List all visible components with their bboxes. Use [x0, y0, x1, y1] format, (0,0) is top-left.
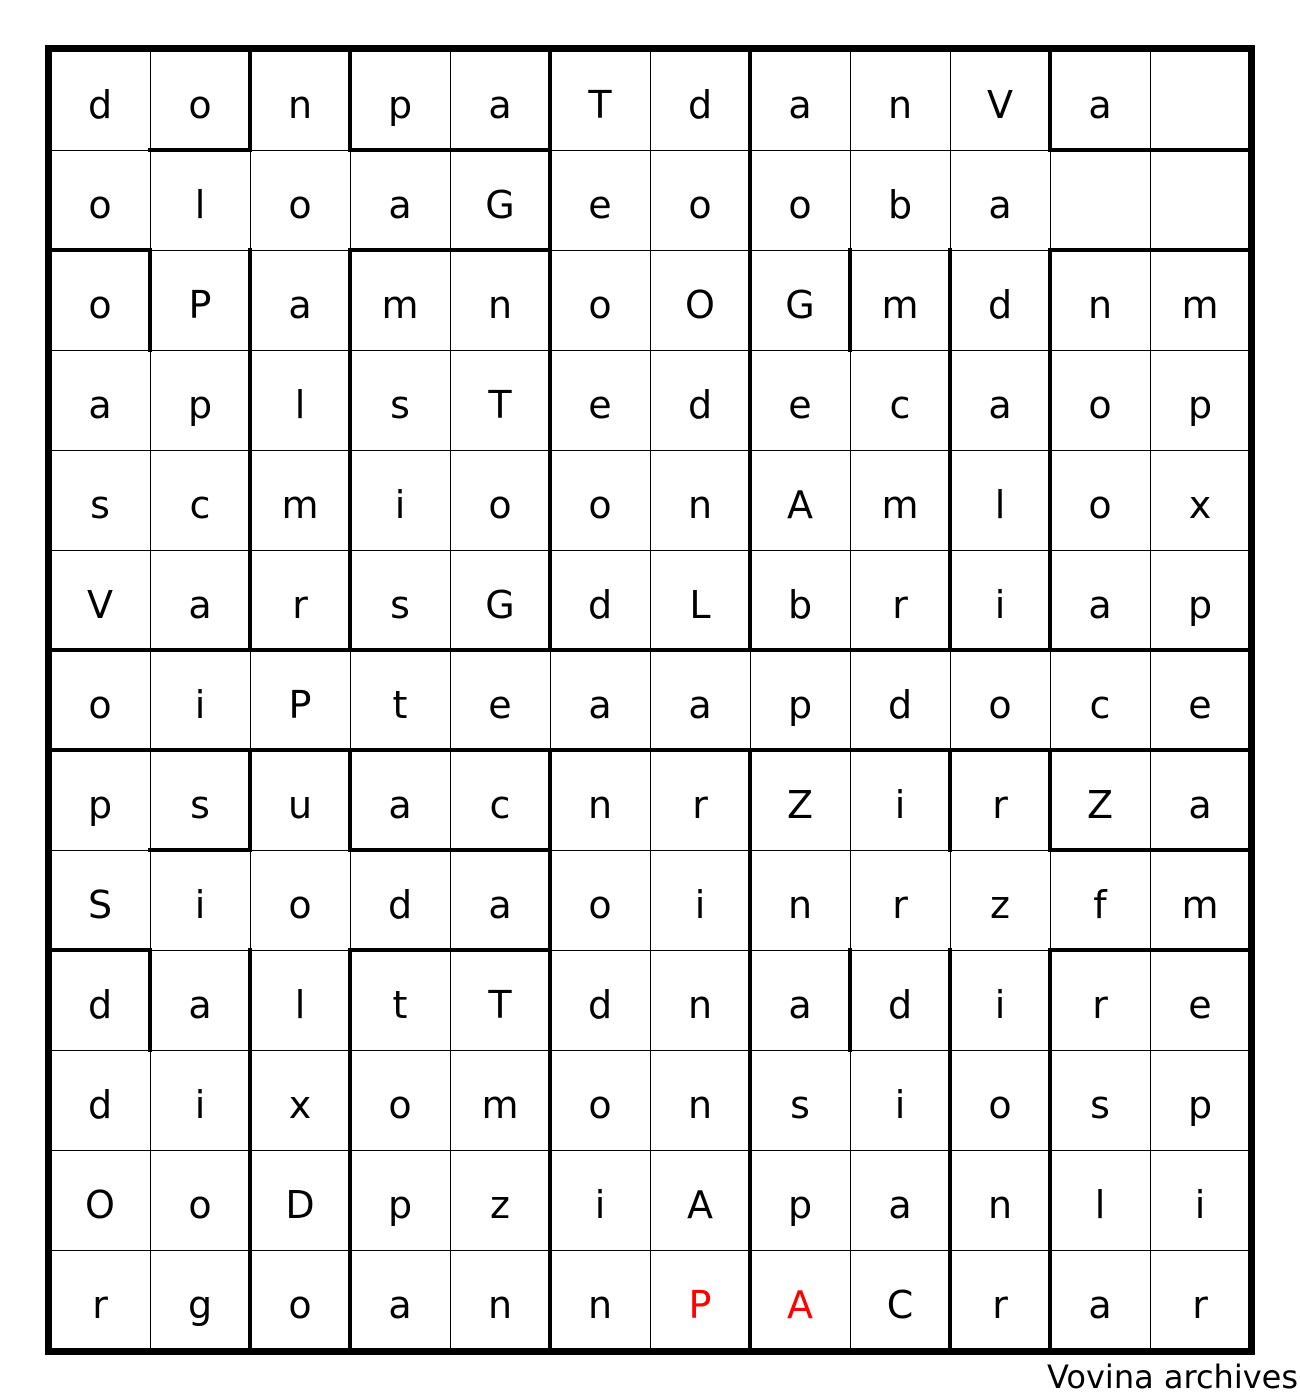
letter-cell[interactable]: a: [988, 183, 1012, 227]
letter-cell[interactable]: i: [1194, 1183, 1206, 1227]
letter-cell[interactable]: c: [189, 483, 211, 527]
letter-cell[interactable]: T: [588, 83, 612, 127]
letter-cell[interactable]: t: [392, 983, 408, 1027]
letter-cell[interactable]: O: [85, 1183, 115, 1227]
letter-cell[interactable]: a: [188, 583, 212, 627]
letter-cell[interactable]: m: [381, 283, 419, 327]
letter-cell[interactable]: o: [88, 183, 112, 227]
letter-cell[interactable]: m: [1181, 283, 1219, 327]
letter-cell[interactable]: o: [988, 683, 1012, 727]
letter-cell[interactable]: p: [787, 683, 813, 727]
letter-cell[interactable]: [1150, 55, 1250, 155]
letter-cell[interactable]: i: [194, 883, 206, 927]
letter-cell[interactable]: A: [687, 1183, 713, 1227]
letter-cell[interactable]: a: [1088, 1283, 1112, 1327]
letter-cell[interactable]: o: [88, 283, 112, 327]
letter-cell[interactable]: s: [90, 483, 110, 527]
letter-cell[interactable]: n: [787, 883, 813, 927]
letter-cell[interactable]: i: [994, 983, 1006, 1027]
letter-cell[interactable]: a: [288, 283, 312, 327]
letter-cell[interactable]: i: [894, 1083, 906, 1127]
letter-cell[interactable]: e: [488, 683, 512, 727]
letter-cell[interactable]: o: [588, 283, 612, 327]
letter-cell[interactable]: c: [489, 783, 511, 827]
letter-cell[interactable]: d: [687, 83, 713, 127]
letter-cell[interactable]: n: [487, 283, 513, 327]
letter-cell[interactable]: P: [188, 283, 212, 327]
letter-cell[interactable]: r: [892, 883, 908, 927]
letter-cell[interactable]: e: [1188, 983, 1212, 1027]
letter-cell[interactable]: f: [1093, 883, 1107, 927]
letter-cell[interactable]: o: [288, 183, 312, 227]
letter-cell[interactable]: i: [694, 883, 706, 927]
letter-cell[interactable]: C: [886, 1283, 914, 1327]
letter-cell[interactable]: o: [88, 683, 112, 727]
letter-cell[interactable]: x: [1188, 483, 1212, 527]
letter-cell[interactable]: a: [188, 983, 212, 1027]
footer-credit: Vovina archives: [1047, 1358, 1298, 1396]
letter-cell[interactable]: a: [488, 83, 512, 127]
letter-cell[interactable]: O: [685, 283, 715, 327]
letter-cell[interactable]: r: [692, 783, 708, 827]
letter-cell[interactable]: P: [288, 683, 312, 727]
letter-cell[interactable]: V: [987, 83, 1013, 127]
letter-cell[interactable]: S: [87, 883, 113, 927]
letter-cell[interactable]: i: [994, 583, 1006, 627]
letter-cell[interactable]: D: [285, 1183, 315, 1227]
letter-cell[interactable]: L: [689, 583, 711, 627]
letter-cell[interactable]: n: [1087, 283, 1113, 327]
letter-cell[interactable]: a: [988, 383, 1012, 427]
letter-cell[interactable]: c: [1089, 683, 1111, 727]
letter-cell[interactable]: p: [87, 783, 113, 827]
letter-cell[interactable]: r: [1092, 983, 1108, 1027]
letter-cell[interactable]: d: [987, 283, 1013, 327]
letter-cell[interactable]: a: [1088, 583, 1112, 627]
letter-cell[interactable]: d: [387, 883, 413, 927]
letter-cell[interactable]: d: [887, 683, 913, 727]
letter-cell[interactable]: o: [288, 883, 312, 927]
letter-cell[interactable]: a: [788, 983, 812, 1027]
letter-cell[interactable]: [1050, 155, 1150, 255]
letter-cell[interactable]: o: [1088, 483, 1112, 527]
letter-cell[interactable]: o: [688, 183, 712, 227]
letter-cell[interactable]: z: [990, 883, 1010, 927]
letter-cell[interactable]: s: [190, 783, 210, 827]
letter-cell[interactable]: p: [1187, 583, 1213, 627]
letter-cell[interactable]: s: [1090, 1083, 1110, 1127]
letter-cell[interactable]: d: [87, 83, 113, 127]
letter-cell[interactable]: T: [488, 983, 512, 1027]
letter-cell[interactable]: a: [888, 1183, 912, 1227]
letter-cell[interactable]: t: [392, 683, 408, 727]
letter-cell[interactable]: i: [594, 1183, 606, 1227]
letter-cell[interactable]: e: [588, 383, 612, 427]
letter-cell[interactable]: n: [687, 483, 713, 527]
letter-cell[interactable]: n: [487, 1283, 513, 1327]
letter-cell[interactable]: m: [881, 283, 919, 327]
letter-cell[interactable]: i: [394, 483, 406, 527]
letter-cell[interactable]: a: [1088, 83, 1112, 127]
letter-cell[interactable]: d: [87, 1083, 113, 1127]
letter-cell[interactable]: p: [1187, 383, 1213, 427]
letter-cell[interactable]: n: [587, 1283, 613, 1327]
letter-cell[interactable]: r: [1192, 1283, 1208, 1327]
letter-cell[interactable]: e: [788, 383, 812, 427]
letter-cell[interactable]: r: [892, 583, 908, 627]
letter-cell[interactable]: G: [785, 283, 815, 327]
letter-cell[interactable]: p: [1187, 1083, 1213, 1127]
letter-cell[interactable]: G: [485, 583, 515, 627]
letter-cell[interactable]: p: [187, 383, 213, 427]
letter-cell[interactable]: s: [790, 1083, 810, 1127]
letter-cell[interactable]: n: [687, 983, 713, 1027]
letter-cell[interactable]: A: [787, 483, 813, 527]
letter-cell[interactable]: l: [994, 483, 1006, 527]
letter-cell[interactable]: [1150, 155, 1250, 255]
letter-cell[interactable]: l: [1094, 1183, 1106, 1227]
letter-cell[interactable]: r: [92, 1283, 108, 1327]
letter-cell[interactable]: e: [1188, 683, 1212, 727]
letter-cell[interactable]: V: [87, 583, 113, 627]
letter-cell[interactable]: d: [587, 583, 613, 627]
letter-cell[interactable]: l: [194, 183, 206, 227]
letter-cell[interactable]: G: [485, 183, 515, 227]
letter-cell[interactable]: d: [887, 983, 913, 1027]
letter-cell[interactable]: p: [387, 83, 413, 127]
letter-cell[interactable]: a: [588, 683, 612, 727]
letter-cell[interactable]: s: [390, 383, 410, 427]
letter-cell[interactable]: p: [787, 1183, 813, 1227]
letter-cell[interactable]: a: [688, 683, 712, 727]
letter-cell[interactable]: a: [388, 183, 412, 227]
letter-cell[interactable]: o: [588, 1083, 612, 1127]
letter-cell[interactable]: r: [992, 783, 1008, 827]
letter-cell[interactable]: d: [87, 983, 113, 1027]
letter-cell[interactable]: Z: [786, 783, 814, 827]
letter-cell[interactable]: p: [387, 1183, 413, 1227]
letter-cell[interactable]: m: [481, 1083, 519, 1127]
letter-cell[interactable]: o: [588, 883, 612, 927]
letter-cell[interactable]: o: [588, 483, 612, 527]
letter-cell[interactable]: e: [588, 183, 612, 227]
letter-cell[interactable]: a: [788, 83, 812, 127]
letter-cell[interactable]: l: [294, 383, 306, 427]
letter-cell[interactable]: m: [881, 483, 919, 527]
letter-cell[interactable]: m: [281, 483, 319, 527]
letter-cell[interactable]: o: [388, 1083, 412, 1127]
letter-cell[interactable]: b: [887, 183, 913, 227]
letter-cell[interactable]: i: [194, 1083, 206, 1127]
letter-cell[interactable]: n: [587, 783, 613, 827]
letter-cell[interactable]: o: [188, 83, 212, 127]
letter-cell[interactable]: d: [587, 983, 613, 1027]
letter-cell[interactable]: u: [287, 783, 313, 827]
letter-cell[interactable]: a: [1188, 783, 1212, 827]
letter-cell[interactable]: A: [787, 1283, 813, 1327]
letter-cell[interactable]: n: [287, 83, 313, 127]
letter-cell[interactable]: s: [390, 583, 410, 627]
letter-cell[interactable]: o: [488, 483, 512, 527]
letter-cell[interactable]: r: [992, 1283, 1008, 1327]
letter-cell[interactable]: T: [488, 383, 512, 427]
letter-cell[interactable]: o: [1088, 383, 1112, 427]
letter-cell[interactable]: a: [488, 883, 512, 927]
letter-cell[interactable]: a: [388, 1283, 412, 1327]
letter-cell[interactable]: i: [894, 783, 906, 827]
letter-cell[interactable]: m: [1181, 883, 1219, 927]
letter-cell[interactable]: Z: [1086, 783, 1114, 827]
letter-cell[interactable]: c: [889, 383, 911, 427]
letter-cell[interactable]: z: [490, 1183, 510, 1227]
letter-cell[interactable]: o: [288, 1283, 312, 1327]
letter-cell[interactable]: r: [292, 583, 308, 627]
letter-cell[interactable]: a: [388, 783, 412, 827]
letter-cell[interactable]: d: [687, 383, 713, 427]
letter-cell[interactable]: n: [887, 83, 913, 127]
letter-cell[interactable]: a: [88, 383, 112, 427]
letter-cell[interactable]: x: [288, 1083, 312, 1127]
letter-cell[interactable]: i: [194, 683, 206, 727]
letter-cell[interactable]: o: [988, 1083, 1012, 1127]
letter-cell[interactable]: n: [687, 1083, 713, 1127]
letter-cell[interactable]: P: [688, 1283, 712, 1327]
letter-cell[interactable]: n: [987, 1183, 1013, 1227]
letter-cell[interactable]: o: [188, 1183, 212, 1227]
letter-cell[interactable]: l: [294, 983, 306, 1027]
letter-cell[interactable]: o: [788, 183, 812, 227]
letter-cell[interactable]: g: [187, 1283, 213, 1327]
letter-cell[interactable]: b: [787, 583, 813, 627]
